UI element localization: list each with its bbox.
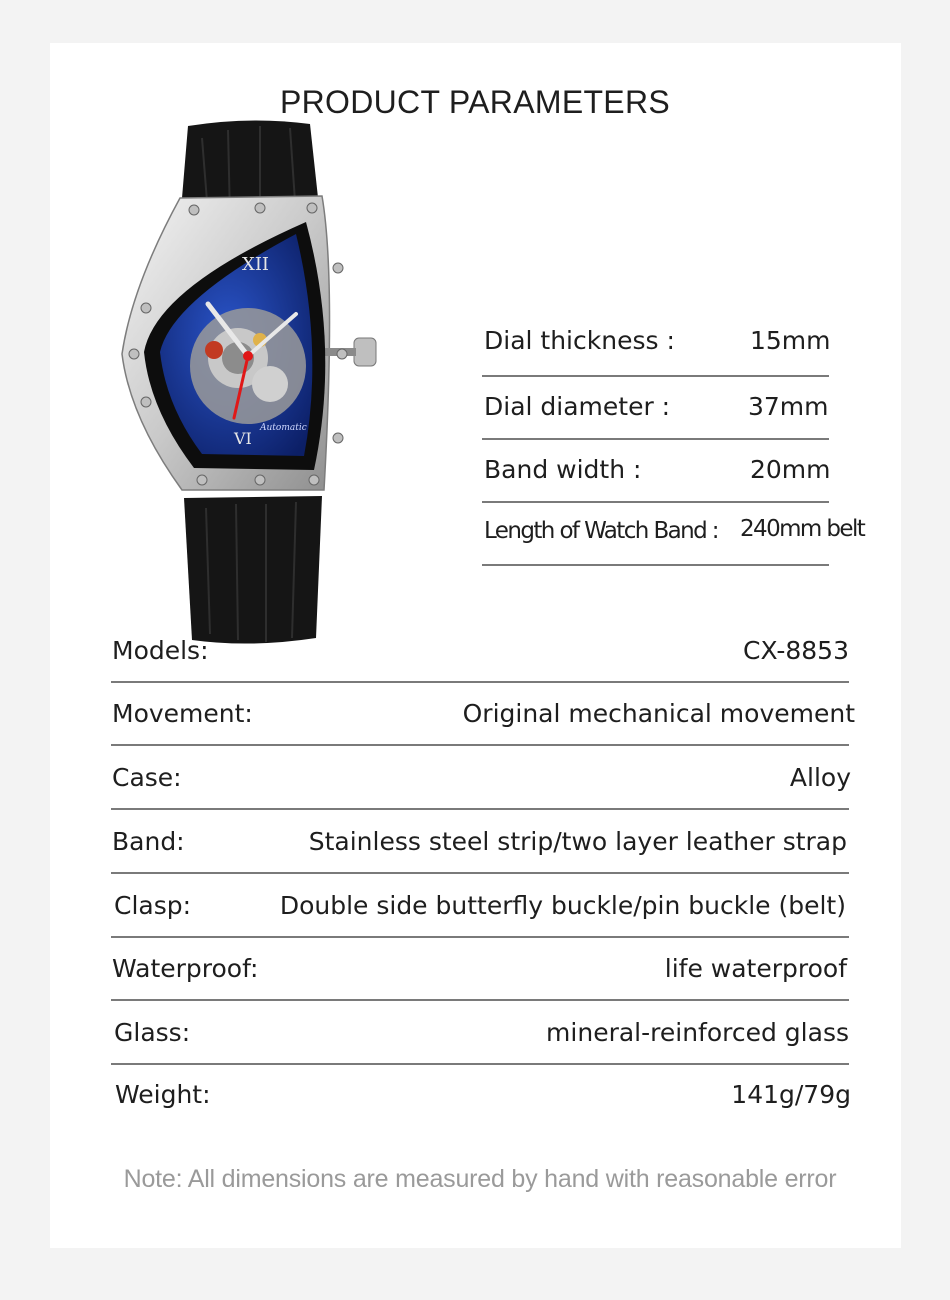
param-label-movement: Movement: (112, 699, 253, 728)
spec-value-band-width: 20mm (750, 455, 831, 484)
param-value-models: CX-8853 (743, 636, 849, 665)
param-value-case: Alloy (789, 763, 851, 792)
param-value-weight: 141g/79g (731, 1080, 851, 1109)
divider (111, 744, 849, 746)
param-value-clasp: Double side butterfly buckle/pin buckle (belt) (279, 891, 846, 920)
lower-strap (184, 496, 322, 644)
divider (111, 936, 849, 938)
measurement-note: Note: All dimensions are measured by hand with reasonable error (123, 1165, 837, 1193)
param-label-models: Models: (112, 636, 209, 665)
divider (111, 1063, 849, 1065)
divider (111, 872, 849, 874)
dial-text: Automatic (260, 423, 307, 433)
param-label-weight: Weight: (115, 1080, 211, 1109)
spec-value-band-length: 240mm belt (740, 516, 865, 542)
page-title: PRODUCT PARAMETERS (279, 84, 671, 120)
divider (482, 438, 829, 440)
watch-image (110, 118, 390, 648)
param-label-band: Band: (112, 827, 185, 856)
spec-value-dial-diameter: 37mm (748, 392, 829, 421)
param-value-movement: Original mechanical movement (462, 699, 855, 728)
spec-label-dial-diameter: Dial diameter : (484, 392, 671, 421)
spec-label-band-width: Band width : (484, 455, 642, 484)
divider (111, 681, 849, 683)
param-value-band: Stainless steel strip/two layer leather strap (308, 827, 847, 856)
param-label-waterproof: Waterproof: (112, 954, 259, 983)
divider (482, 501, 829, 503)
spec-label-band-length: Length of Watch Band : (484, 518, 718, 544)
divider (111, 999, 849, 1001)
divider (482, 375, 829, 377)
param-label-glass: Glass: (114, 1018, 191, 1047)
param-value-waterproof: life waterproof (664, 954, 847, 983)
param-label-clasp: Clasp: (114, 891, 192, 920)
param-value-glass: mineral-reinforced glass (546, 1018, 849, 1047)
crown (354, 338, 376, 366)
spec-value-dial-thickness: 15mm (750, 326, 831, 355)
svg-text:VI: VI (234, 429, 252, 448)
divider (482, 564, 829, 566)
spec-label-dial-thickness: Dial thickness : (484, 326, 675, 355)
param-label-case: Case: (112, 763, 182, 792)
divider (111, 808, 849, 810)
svg-text:XII: XII (242, 254, 270, 275)
